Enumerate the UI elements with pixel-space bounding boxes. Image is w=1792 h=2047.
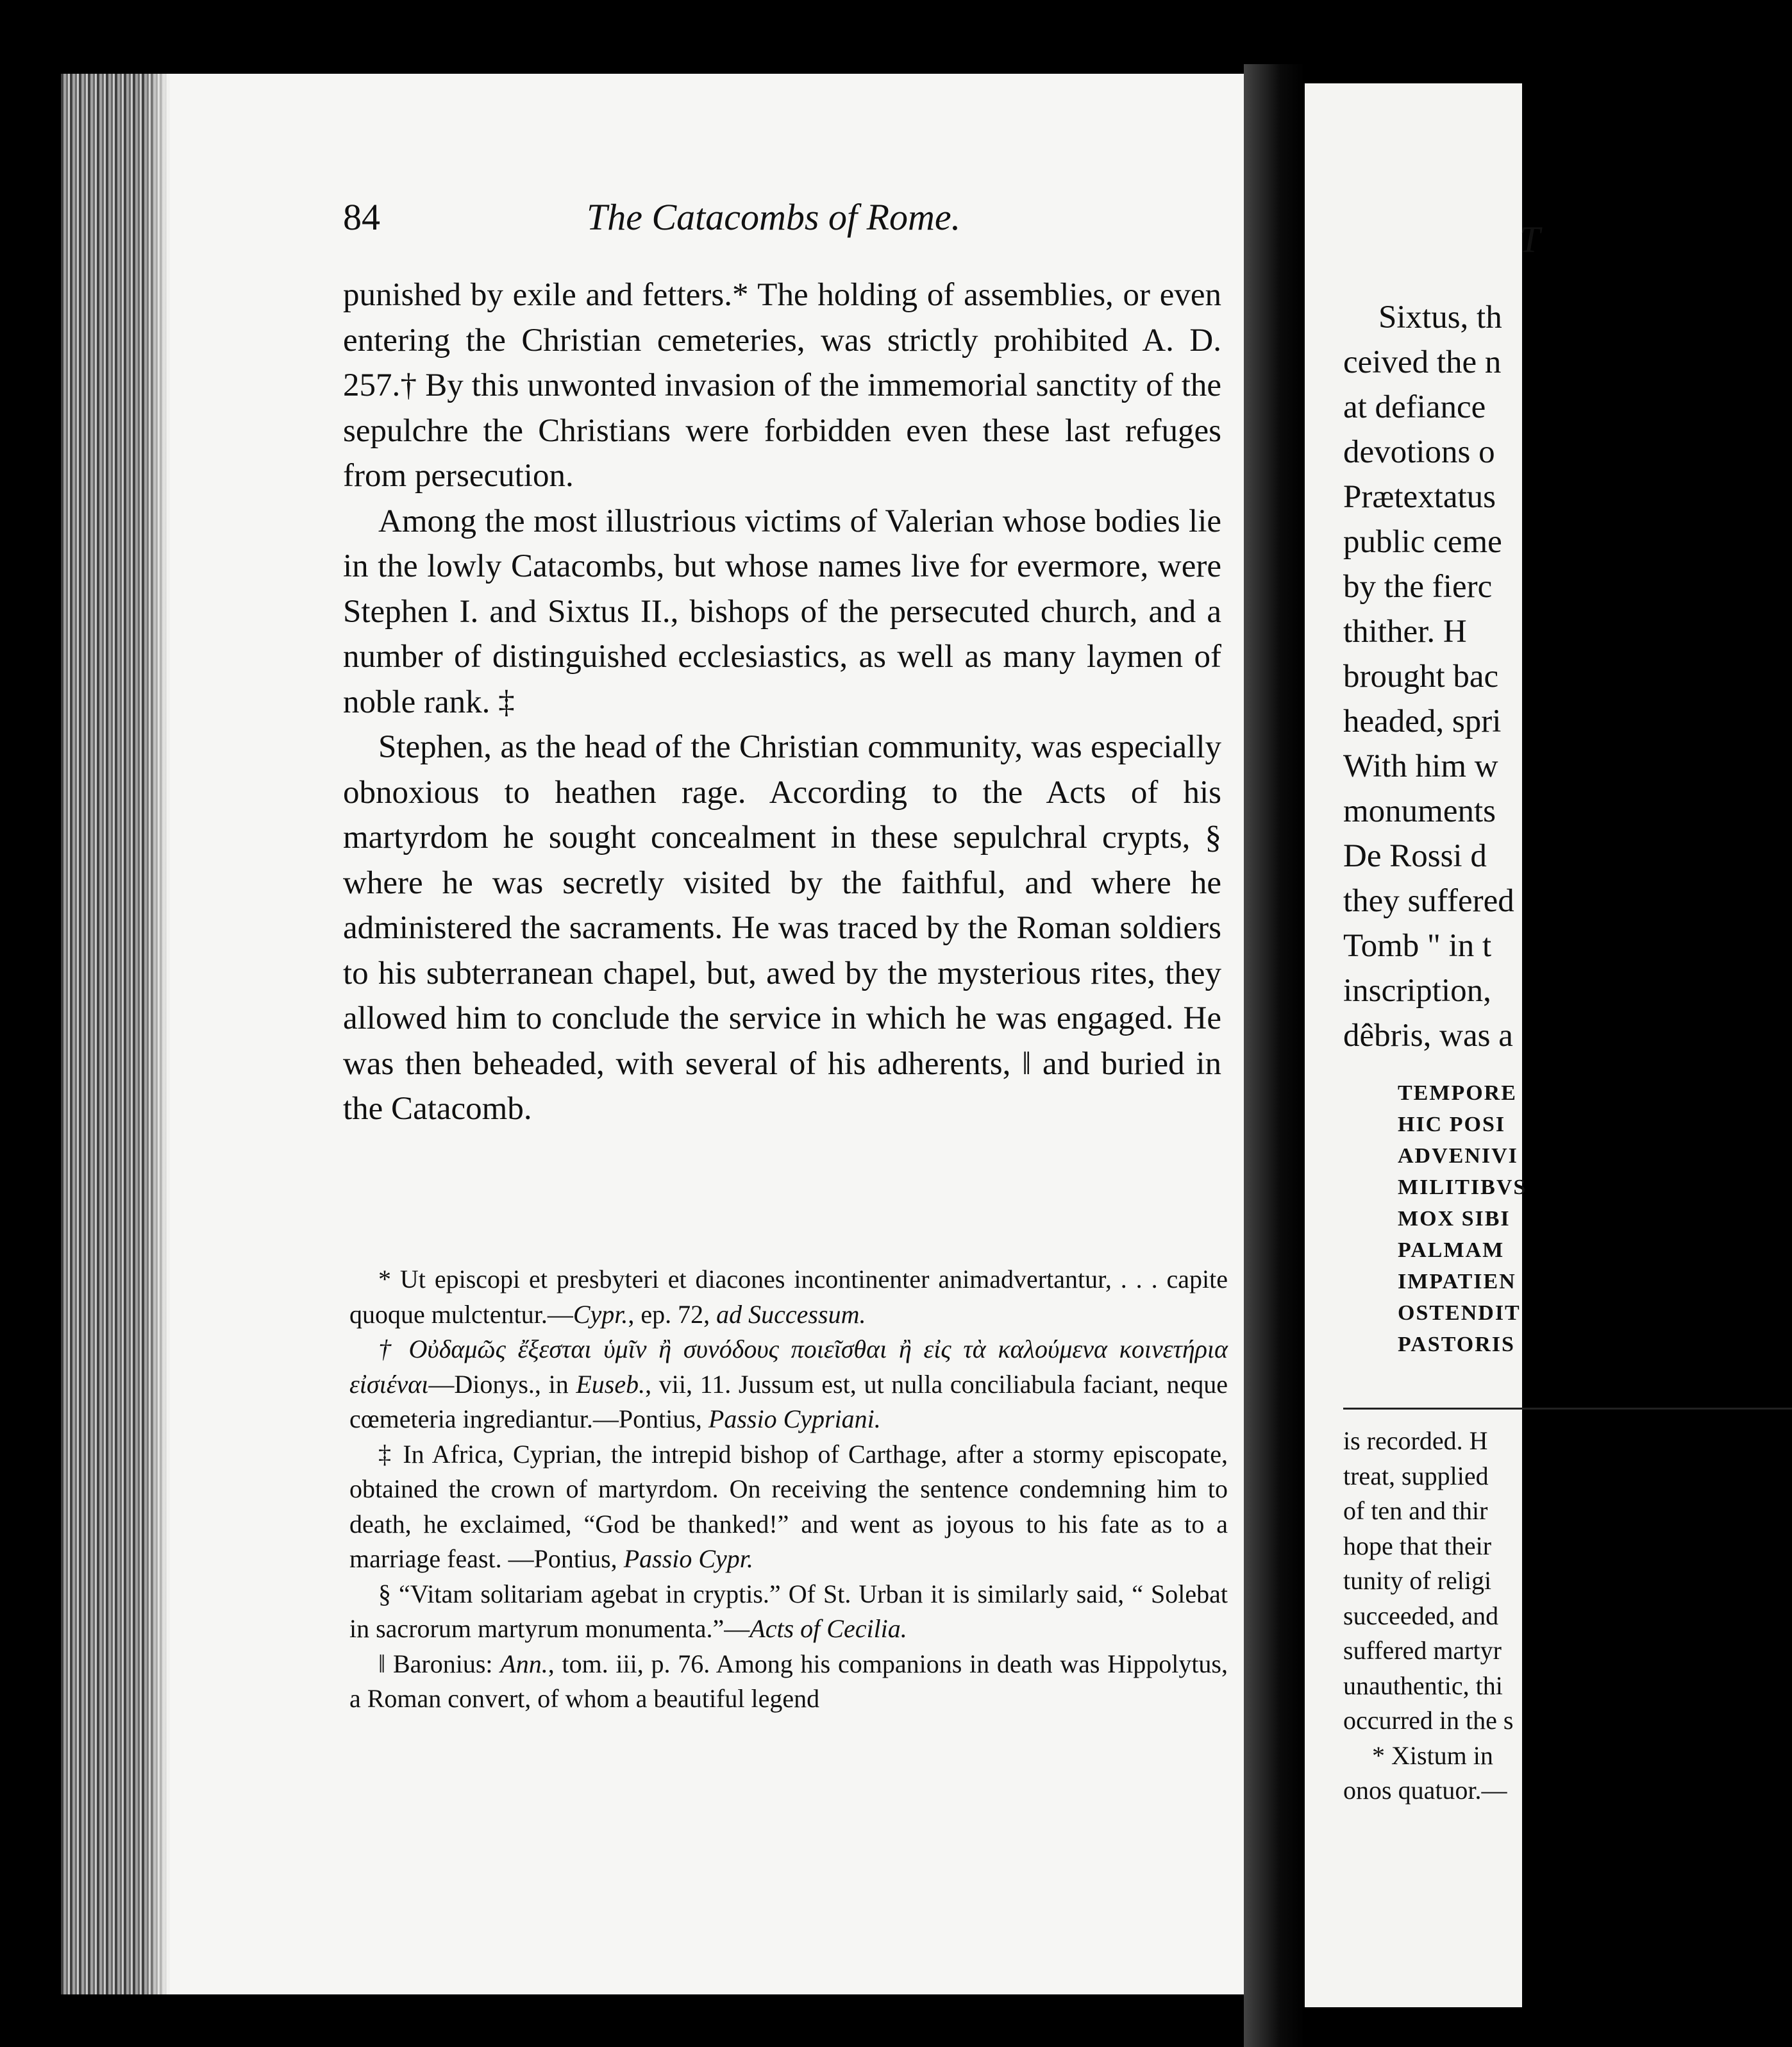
body-paragraph-2: Among the most illustrious victims of Valerian whose bodies lie in the lowly Catacombs, but whose names live for evermore, were Stephen I. and Sixtus II., bishops of the persecuted church, and a number of distinguished ecclesiastics, as well as many laymen of noble rank. ‡ [343,503,1221,720]
right-page-body-line: Sixtus, th [1378,299,1502,335]
page-edges [61,74,170,1994]
footnote-1: * Ut episcopi et presbyteri et diacones incontinenter animadvertantur, . . . capite quoque mulctentur.—Cypr., ep. 72, ad Successum. [349,1265,1228,1329]
inscription-line: OSTENDIT [1398,1301,1521,1325]
footnote-2: † Οὐδαμῶς ἔξεσται ὑμῖν ἢ συνόδους ποιεῖσθαι ἢ εἰς τὰ καλούμενα κοινετήρια εἰσιέναι—Dionys., in Euseb., vii, 11. Jussum est, ut nulla conciliabula faciant, neque cœmeteria ingrediantur.—Pontius, Passio Cypriani. [349,1335,1228,1433]
right-page-body-line: brought bac [1343,659,1499,695]
page-number: 84 [343,196,380,238]
footnote-5: ‖ Baronius: Ann., tom. iii, p. 76. Among his companions in death was Hippolytus, a Roman convert, of whom a beautiful legend [349,1649,1228,1713]
right-page-body-line: dêbris, was a [1343,1018,1513,1054]
body-paragraph-1: punished by exile and fetters.* The holding of assemblies, or even entering the Christian cemeteries, was strictly prohibited A. D. 257.† By this unwonted invasion of the immemorial sanctity of the sepulchre the Christians were forbidden even these last refuges from persecution. [343,277,1221,494]
right-page-body-line: headed, spri [1343,703,1502,739]
inscription-line: HIC POSI [1398,1113,1506,1136]
right-page-body-line: at defiance [1343,389,1486,425]
inscription-line: IMPATIEN [1398,1270,1516,1293]
footnote-rule [1343,1408,1792,1410]
right-page-notes [1343,1424,1513,1808]
book-gutter [1244,64,1305,2047]
right-page-inscription [1398,1077,1527,1360]
right-page-body-line: thither. H [1343,614,1467,650]
right-page-note-line: hope that their [1343,1531,1492,1560]
body-paragraph-3: Stephen, as the head of the Christian community, was especially obnoxious to heathen rage. According to the Acts of his martyrdom he sought concealment in these sepulchral crypts, § where he was secretly visited by the faithful, and where he administered the sacraments. He was traced by the Roman soldiers to his subterranean chapel, but, awed by the mysterious rites, they allowed him to conclude the service in which he was engaged. He was then beheaded, with several of his adherents, ‖ and buried in the Catacomb. [343,729,1221,1127]
right-page-body-line: devotions o [1343,434,1495,470]
right-page-note-line: * Xistum in [1372,1740,1493,1770]
right-page-header: T [1520,219,1541,260]
inscription-line: ADVENIVI [1398,1144,1518,1168]
right-page-body-line: they suffered [1343,883,1514,919]
right-page-body-line: public ceme [1343,524,1502,560]
right-page-note-line: occurred in the s [1343,1706,1514,1735]
right-page-note-line: tunity of religi [1343,1566,1492,1595]
right-page-body [1343,295,1514,1058]
footnote-3: ‡ In Africa, Cyprian, the intrepid bishop of Carthage, after a stormy episcopate, obtained the crown of martyrdom. On receiving the sentence condemning him to death, he exclaimed, “God be thanked!” and went as joyous to his fate as to a marriage feast. —Pontius, Passio Cypr. [349,1439,1228,1573]
right-page-note-line: treat, supplied [1343,1461,1489,1490]
page-header [343,196,1234,253]
right-page [1305,83,1541,2007]
right-page-note-line: of ten and thir [1343,1496,1488,1525]
inscription-line: MILITIBVS [1398,1175,1527,1199]
right-page-note-line: unauthentic, thi [1343,1671,1503,1700]
inscription-line: MOX SIBI [1398,1207,1511,1231]
footnotes [349,1262,1228,1717]
right-page-body-line: De Rossi d [1343,838,1487,874]
right-page-body-line: Tomb " in t [1343,928,1492,964]
right-page-note-line: succeeded, and [1343,1601,1499,1630]
right-page-note-line: suffered martyr [1343,1636,1502,1665]
right-page-body-line: inscription, [1343,973,1491,1009]
right-page-note-line: is recorded. H [1343,1426,1488,1455]
right-page-body-line: Prætextatus [1343,479,1496,515]
inscription-line: PALMAM [1398,1238,1505,1262]
right-page-note-line: onos quatuor.— [1343,1776,1507,1805]
inscription-line: PASTORIS [1398,1333,1515,1356]
right-page-body-line: monuments [1343,793,1496,829]
right-page-body-line: With him w [1343,748,1498,784]
right-page-body-line: by the fierc [1343,569,1493,605]
footnote-4: § “Vitam solitariam agebat in cryptis.” Of St. Urban it is similarly said, “ Solebat in sacrorum martyrum monumenta.”—Acts of Cecilia. [349,1579,1228,1643]
body-text [343,273,1221,1132]
running-title: The Catacombs of Rome. [587,196,961,238]
inscription-line: TEMPORE [1398,1081,1517,1105]
right-page-body-line: ceived the n [1343,344,1502,380]
